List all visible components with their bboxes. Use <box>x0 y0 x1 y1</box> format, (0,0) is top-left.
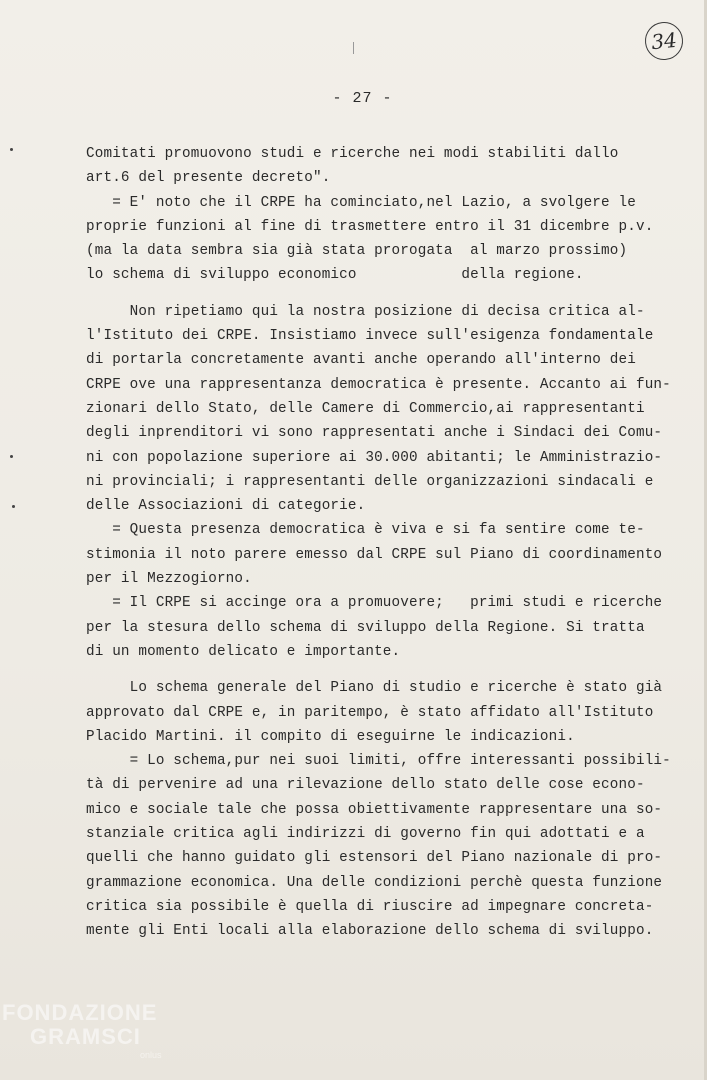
page-stamp: 34 <box>643 20 685 62</box>
text-line: = Questa presenza democratica è viva e si fa sentire come te- <box>86 522 645 539</box>
text-line: critica sia possibile è quella di riuscire ad impegnare concreta- <box>86 898 654 915</box>
text-line: l'Istituto dei CRPE. Insistiamo invece sull'esigenza fondamentale <box>86 328 654 345</box>
watermark-line1: FONDAZIONE <box>2 1000 158 1025</box>
page-number: - 27 - <box>332 90 393 107</box>
document-body <box>86 142 671 944</box>
margin-mark <box>12 505 15 508</box>
text-line: Comitati promuovono studi e ricerche nei modi stabiliti dallo <box>86 146 619 162</box>
text-line: CRPE ove una rappresentanza democratica è presente. Accanto ai fun- <box>86 376 671 393</box>
text-line: lo schema di sviluppo economico della regione. <box>86 267 584 284</box>
watermark-sub: onlus <box>140 1050 162 1060</box>
text-line: = Lo schema,pur nei suoi limiti, offre interessanti possibili- <box>86 753 671 770</box>
text-line: proprie funzioni al fine di trasmettere entro il 31 dicembre p.v. <box>86 218 654 235</box>
watermark-logo <box>0 1000 200 1060</box>
text-line: quelli che hanno guidato gli estensori del Piano nazionale di pro- <box>86 850 663 867</box>
text-line: di un momento delicato e importante. <box>86 643 401 660</box>
text-line: di portarla concretamente avanti anche operando all'interno dei <box>86 352 636 369</box>
text-line: per il Mezzogiorno. <box>86 571 252 588</box>
paragraph <box>86 591 663 664</box>
text-line: Placido Martini. il compito di eseguirne le indicazioni. <box>86 728 575 745</box>
text-line: tà di pervenire ad una rilevazione dello stato delle cose econo- <box>86 777 645 794</box>
text-line: grammazione economica. Una delle condizioni perchè questa funzione <box>86 874 663 891</box>
text-line: zionari dello Stato, delle Camere di Commercio,ai rappresentanti <box>86 400 645 417</box>
text-line: Non ripetiamo qui la nostra posizione di decisa critica al- <box>86 303 645 320</box>
paragraph <box>86 142 646 191</box>
text-line: approvato dal CRPE e, in paritempo, è stato affidato all'Istituto <box>86 704 654 721</box>
text-line: = Il CRPE si accinge ora a promuovere; primi studi e ricerche <box>86 595 663 612</box>
text-line: per la stesura dello schema di sviluppo della Regione. Si tratta <box>86 619 645 636</box>
paragraph-gap <box>86 288 646 300</box>
fold-mark <box>353 42 354 54</box>
text-line: ni provinciali; i rappresentanti delle organizzazioni sindacali e <box>86 473 654 490</box>
text-line: (ma la data sembra sia già stata prorogata al marzo prossimo) <box>86 243 628 260</box>
text-line: degli inprenditori vi sono rappresentati anche i Sindaci dei Comu- <box>86 425 663 442</box>
paragraph-gap <box>86 664 646 676</box>
text-line: Lo schema generale del Piano di studio e ricerche è stato già <box>86 680 663 697</box>
text-line: stimonia il noto parere emesso dal CRPE sul Piano di coordinamento <box>86 546 663 563</box>
paragraph <box>86 191 654 288</box>
margin-mark <box>10 455 13 458</box>
text-line: = E' noto che il CRPE ha cominciato,nel Lazio, a svolgere le <box>86 194 636 211</box>
text-line: mico e sociale tale che possa obiettivamente rappresentare una so- <box>86 801 663 818</box>
paragraph <box>86 518 663 591</box>
text-line: art.6 del presente decreto". <box>86 170 331 187</box>
text-line: ni con popolazione superiore ai 30.000 abitanti; le Amministrazio- <box>86 449 663 466</box>
watermark-line2: GRAMSCI <box>30 1024 141 1049</box>
margin-mark <box>10 148 13 151</box>
paragraph <box>86 749 671 943</box>
text-line: stanziale critica agli indirizzi di governo fin qui adottati e a <box>86 826 645 843</box>
paragraph <box>86 676 663 749</box>
text-line: delle Associazioni di categorie. <box>86 498 366 515</box>
text-line: mente gli Enti locali alla elaborazione dello schema di sviluppo. <box>86 923 654 940</box>
paragraph <box>86 300 671 519</box>
